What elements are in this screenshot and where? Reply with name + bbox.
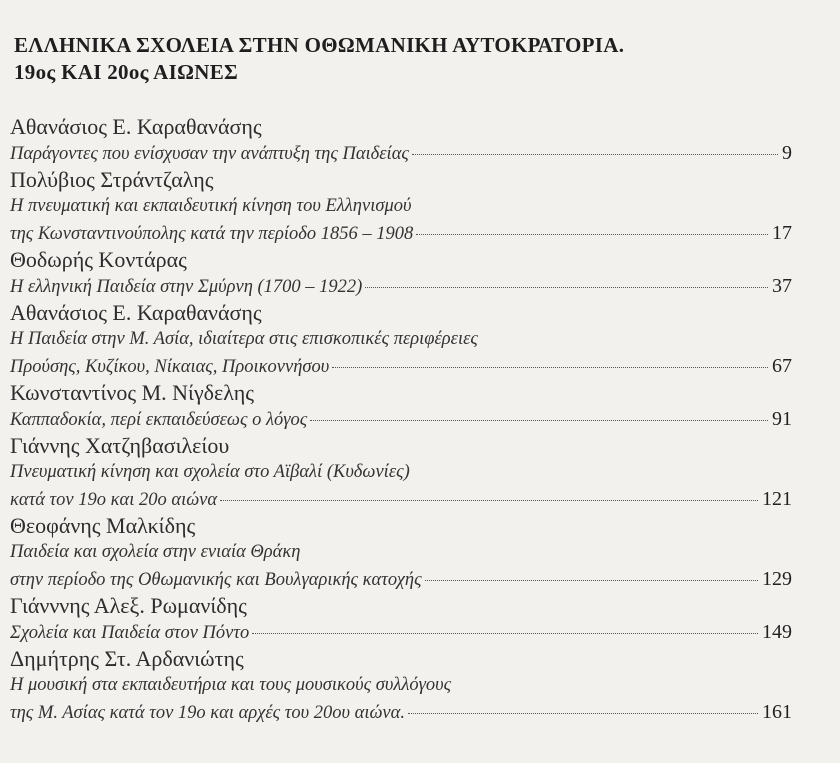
toc-entry [10,380,792,433]
page-number: 37 [772,275,792,297]
toc-entry [10,513,792,593]
entry-title-text: Η Παιδεία στην Μ. Ασία, ιδιαίτερα στις επισκοπικές περιφέρειες [10,329,478,349]
entry-title-line [10,326,792,353]
toc-entry [10,114,792,167]
toc-entry [10,247,792,300]
title-line-2: 19ος ΚΑΙ 20ος ΑΙΩΝΕΣ [14,60,239,84]
entry-author: Πολύβιος Στράντζαλης [10,167,214,192]
toc-entry [10,167,792,247]
page-title [14,32,624,86]
entry-title-line [10,672,792,699]
entry-author: Δημήτρης Στ. Αρδανιώτης [10,646,244,671]
entry-title-text: Σχολεία και Παιδεία στον Πόντο [10,623,250,643]
entry-title-text: Παιδεία και σχολεία στην ενιαία Θράκη [10,542,301,562]
entry-title-text: Πνευματική κίνηση και σχολεία στο Αϊβαλί (Κυδωνίες) [10,462,410,482]
page-number: 149 [762,621,792,643]
dot-leader [365,287,768,288]
entry-title-line [10,220,792,247]
entry-title-line [10,140,792,167]
dot-leader [412,154,778,155]
dot-leader [408,713,758,714]
toc-entry [10,433,792,513]
entry-title-text: της Κωνσταντινούπολης κατά την περίοδο 1856 – 1908 [10,224,414,244]
entry-author: Αθανάσιος Ε. Καραθανάσης [10,114,262,139]
page-number: 161 [762,701,792,723]
page-number: 121 [762,488,792,510]
dot-leader [252,633,758,634]
entry-title-text: Καππαδοκία, περί εκπαιδεύσεως ο λόγος [10,410,308,430]
entry-author: Θεοφάνης Μαλκίδης [10,513,196,538]
dot-leader [425,580,758,581]
entry-title-line [10,699,792,726]
entry-title-line [10,353,792,380]
page-number: 129 [762,568,792,590]
entry-title-text: της Μ. Ασίας κατά τον 19ο και αρχές του 20ου αιώνα. [10,703,405,723]
toc-entry [10,300,792,380]
page-number: 9 [782,142,792,164]
dot-leader [310,420,768,421]
table-of-contents [10,114,792,726]
page-number: 91 [772,408,792,430]
dot-leader [416,234,768,235]
entry-author: Γιάνννης Αλεξ. Ρωμανίδης [10,593,247,618]
toc-entry [10,593,792,646]
entry-title-line [10,619,792,646]
entry-title-line [10,193,792,220]
entry-author: Κωνσταντίνος Μ. Νίγδελης [10,380,254,405]
entry-title-line [10,459,792,486]
title-line-1: ΕΛΛΗΝΙΚΑ ΣΧΟΛΕΙΑ ΣΤΗΝ ΟΘΩΜΑΝΙΚΗ ΑΥΤΟΚΡΑΤΟΡΙΑ. [14,33,625,57]
toc-entry [10,646,792,726]
entry-title-text: κατά τον 19ο και 20ο αιώνα [10,490,218,510]
dot-leader [332,367,768,368]
page-number: 17 [772,222,792,244]
entry-title-text: Η μουσική στα εκπαιδευτήρια και τους μουσικούς συλλόγους [10,675,452,695]
entry-title-text: Παράγοντες που ενίσχυσαν την ανάπτυξη της Παιδείας [10,144,409,164]
entry-title-text: Η πνευματική και εκπαιδευτική κίνηση του Ελληνισμού [10,196,412,216]
entry-author: Αθανάσιος Ε. Καραθανάσης [10,300,262,325]
entry-title-text: Η ελληνική Παιδεία στην Σμύρνη (1700 – 1922) [10,277,363,297]
entry-title-text: στην περίοδο της Οθωμανικής και Βουλγαρικής κατοχής [10,570,422,590]
entry-title-line [10,406,792,433]
entry-title-text: Προύσης, Κυζίκου, Νίκαιας, Προικοννήσου [10,357,330,377]
dot-leader [220,500,758,501]
entry-title-line [10,486,792,513]
entry-author: Θοδωρής Κοντάρας [10,247,187,272]
entry-title-line [10,273,792,300]
entry-title-line [10,539,792,566]
page-number: 67 [772,355,792,377]
entry-title-line [10,566,792,593]
entry-author: Γιάννης Χατζηβασιλείου [10,433,230,458]
